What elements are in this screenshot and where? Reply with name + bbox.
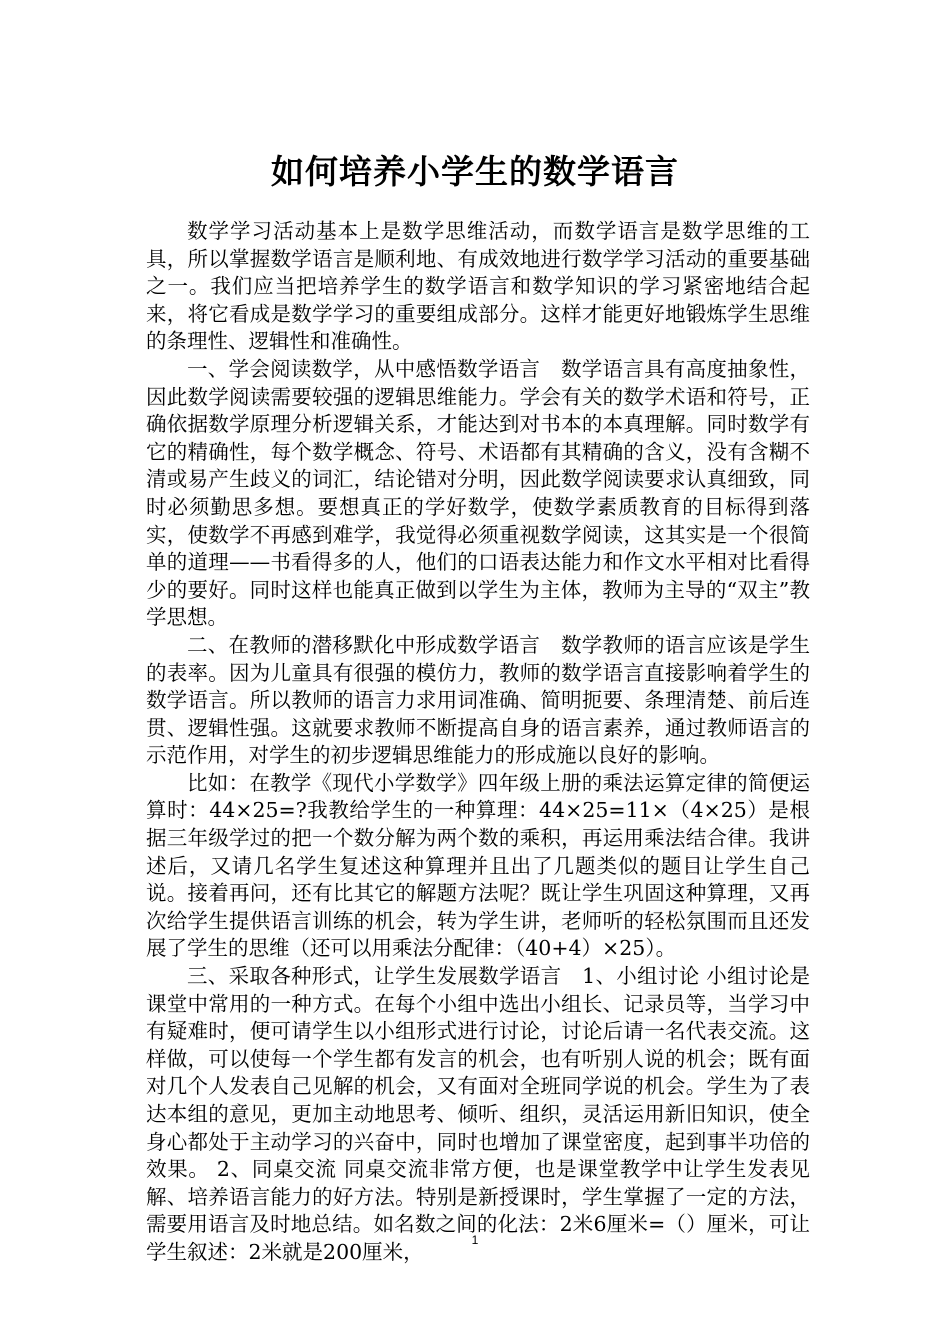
paragraph-intro: 数学学习活动基本上是数学思维活动，而数学语言是数学思维的工具，所以掌握数学语言是顺利地、有成效地进行数学学习活动的重要基础之一。我们应当把培养学生的数学语言和数学知识的学习紧密地结合起来，将它看成是数学学习的重要组成部分。这样才能更好地锻炼学生思维的条理性、逻辑性和准确性。	[146, 219, 810, 354]
paragraph-example: 比如：在教学《现代小学数学》四年级上册的乘法运算定律的简便运算时：44×25=?我教给学生的一种算理：44×25=11×（4×25）是根据三年级学过的把一个数分解为两个数的乘积，再运用乘法结合律。我讲述后，又请几名学生复述这种算理并且出了几题类似的题目让学生自己说。接着再问，还有比其它的解题方法呢？既让学生巩固这种算理，又再次给学生提供语言训练的机会，转为学生讲，老师听的轻松氛围而且还发展了学生的思维（还可以用乘法分配律：（40+4）×25）。	[146, 770, 810, 961]
document-title: 如何培养小学生的数学语言	[271, 152, 679, 192]
page-number: 1	[471, 1233, 479, 1247]
document-body	[146, 218, 810, 1267]
paragraph-section-1: 一、学会阅读数学，从中感悟数学语言 数学语言具有高度抽象性，因此数学阅读需要较强的逻辑思维能力。学会有关的数学术语和符号，正确依据数学原理分析逻辑关系，才能达到对书本的本真理解。同时数学有它的精确性，每个数学概念、符号、术语都有其精确的含义，没有含糊不清或易产生歧义的词汇，结论错对分明，因此数学阅读要求认真细致，同时必须勤思多想。要想真正的学好数学，使数学素质教育的目标得到落实，使数学不再感到难学，我觉得必须重视数学阅读，这其实是一个很简单的道理——书看得多的人，他们的口语表达能力和作文水平相对比看得少的要好。同时这样也能真正做到以学生为主体，教师为主导的“双主”教学思想。	[146, 356, 810, 630]
paragraph-section-3: 三、采取各种形式，让学生发展数学语言 1、小组讨论 小组讨论是课堂中常用的一种方式。在每个小组中选出小组长、记录员等，当学习中有疑难时，便可请学生以小组形式进行讨论，讨论后请一名代表交流。这样做，可以使每一个学生都有发言的机会，也有听别人说的机会；既有面对几个人发表自己见解的机会，又有面对全班同学说的机会。学生为了表达本组的意见，更加主动地思考、倾听、组织，灵活运用新旧知识，使全身心都处于主动学习的兴奋中，同时也增加了课堂密度，起到事半功倍的效果。 2、同桌交流 同桌交流非常方便，也是课堂教学中让学生发表见解、培养语言能力的好方法。特别是新授课时，学生掌握了一定的方法，需要用语言及时地总结。如名数之间的化法：2米6厘米=（）厘米，可让学生叙述：2米就是200厘米，	[146, 964, 810, 1264]
paragraph-section-2: 二、在教师的潜移默化中形成数学语言 数学教师的语言应该是学生的表率。因为儿童具有很强的模仿力，教师的数学语言直接影响着学生的数学语言。所以教师的语言力求用词准确、简明扼要、条理清楚、前后连贯、逻辑性强。这就要求教师不断提高自身的语言素养，通过教师语言的示范作用，对学生的初步逻辑思维能力的形成施以良好的影响。	[146, 632, 810, 768]
